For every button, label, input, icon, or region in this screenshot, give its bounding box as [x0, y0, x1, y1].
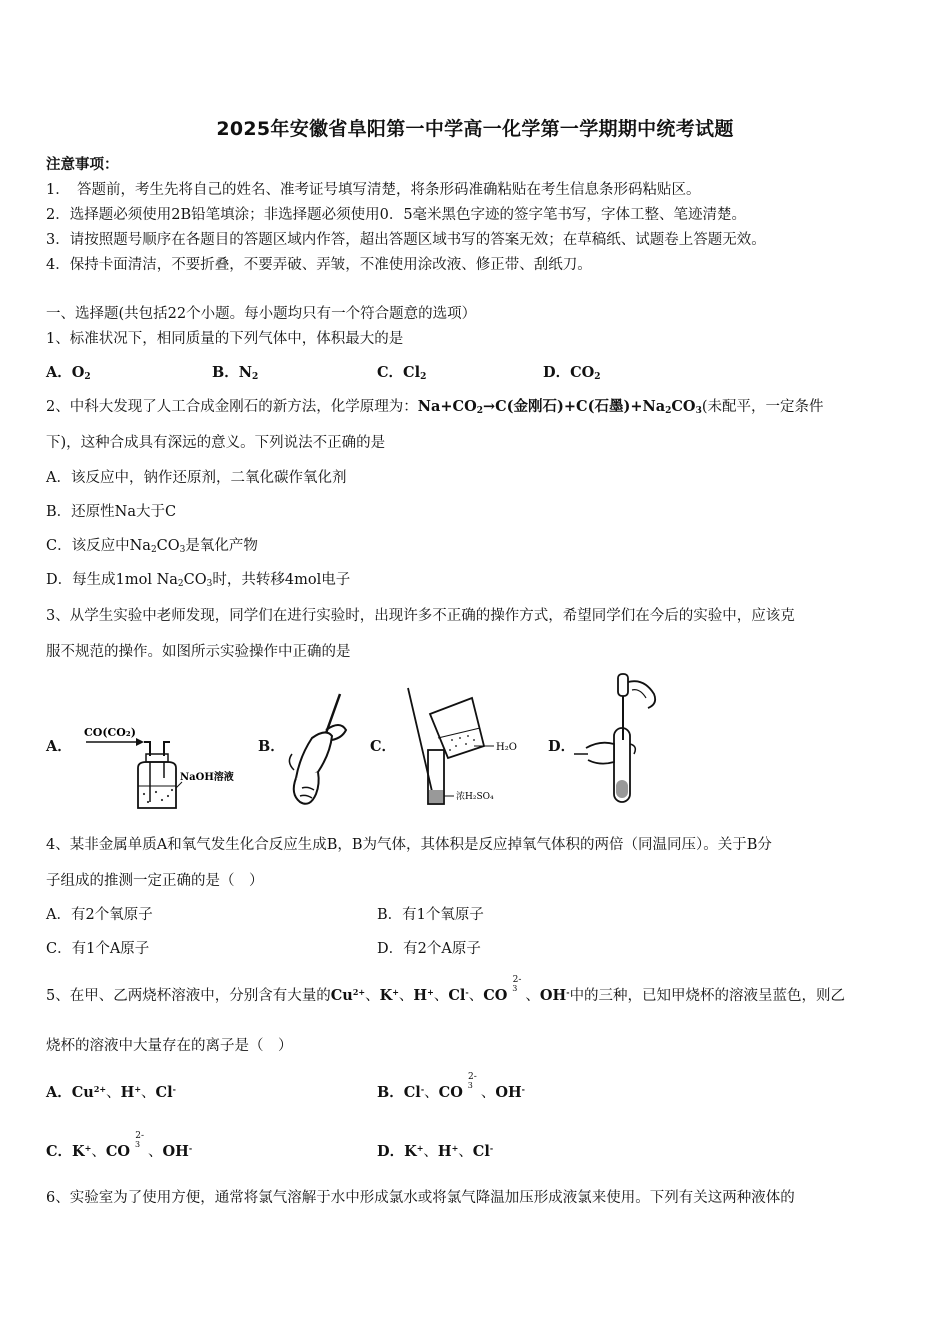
question-5-option-c: C．K+、CO 2- 3 、OH-	[46, 1131, 193, 1160]
figure-c-acid-label: 浓H₂SO₄	[456, 792, 494, 802]
question-5-option-a: A．$Cu^{2+}$、H+、Cl-	[46, 1084, 176, 1101]
notice-heading: 注意事项：	[46, 156, 119, 173]
question-2-option-d: D．每生成1mol $Na_2CO_3$时，共转移4mol电子	[46, 572, 351, 589]
figure-pipette-hand	[282, 690, 362, 812]
question-2-stem-line1: 2、中科大发现了人工合成金刚石的新方法，化学原理为：$Na+CO_2\to C$(金刚石)+C(石墨)$+Na_2CO_3$(未配平，一定条件	[46, 398, 824, 416]
question-2-option-a: A．该反应中，钠作还原剂，二氧化碳作氧化剂	[46, 470, 347, 486]
question-5-option-b: B．Cl-、CO 2- 3 、OH-	[377, 1072, 525, 1101]
question-4-stem-line2: 子组成的推测一定正确的是（ ）	[46, 873, 264, 889]
figure-c-water-label: H₂O	[496, 742, 517, 753]
page-title: 2025年安徽省阜阳第一中学高一化学第一学期期中统考试题	[216, 118, 734, 140]
notice-item-1: 1． 答题前，考生先将自己的姓名、准考证号填写清楚，将条形码准确粘贴在考生信息条形码粘贴区。	[46, 182, 701, 198]
figure-a-solution-label: NaOH溶液	[180, 772, 234, 783]
question-1-option-d: D．$CO_2$	[543, 364, 601, 382]
question-3-option-c-label: C．	[370, 738, 397, 755]
question-5-stem-line2: 烧杯的溶液中大量存在的离子是（ ）	[46, 1038, 293, 1054]
question-4-option-c: C．有1个A原子	[46, 941, 150, 957]
question-6-stem-line1: 6、实验室为了使用方便，通常将氯气溶解于水中形成氯水或将氯气降温加压形成液氯来使用。下列有关这两种液体的	[46, 1190, 795, 1206]
question-1-stem: 1、标准状况下，相同质量的下列气体中，体积最大的是	[46, 331, 404, 347]
question-4-option-b: B．有1个氧原子	[377, 907, 484, 923]
question-3-option-d-label: D．	[548, 738, 576, 755]
question-5-option-d: D．K+、H+、Cl-	[377, 1143, 494, 1160]
question-3-stem-line2: 服不规范的操作。如图所示实验操作中正确的是	[46, 644, 351, 660]
question-2-option-c: C．该反应中$Na_2CO_3$是氧化产物	[46, 538, 258, 555]
figure-gas-washing-bottle	[78, 720, 234, 812]
question-1-option-b: B．$N_2$	[212, 364, 259, 382]
figure-dilution-acid	[398, 684, 528, 812]
notice-item-4: 4．保持卡面清洁，不要折叠，不要弄破、弄皱，不准使用涂改液、修正带、刮纸刀。	[46, 257, 592, 273]
question-1-option-a: A．$O_2$	[46, 364, 91, 382]
question-3-stem-line1: 3、从学生实验中老师发现，同学们在进行实验时，出现许多不正确的操作方式，希望同学们在今后的实验中，应该克	[46, 608, 795, 624]
figure-a-gas-label: CO(CO₂)	[84, 726, 136, 739]
question-5-stem-line1: 5、在甲、乙两烧杯溶液中，分别含有大量的$Cu^{2+}$、K+、H+、Cl-、CO 2- 3 、OH-中的三种，已知甲烧杯的溶液呈蓝色，则乙	[46, 975, 846, 1004]
question-1-option-c: C．$Cl_2$	[377, 364, 427, 382]
figure-test-tube-dropper	[570, 670, 670, 812]
question-3-option-b-label: B．	[258, 738, 285, 755]
question-2-option-b: B．还原性Na大于C	[46, 504, 177, 520]
question-2-stem-line2: 下)，这种合成具有深远的意义。下列说法不正确的是	[46, 435, 386, 451]
question-3-option-a-label: A．	[46, 738, 72, 755]
question-4-option-a: A．有2个氧原子	[46, 907, 153, 923]
question-4-option-d: D．有2个A原子	[377, 941, 481, 957]
notice-item-2: 2．选择题必须使用2B铅笔填涂；非选择题必须使用0．5毫米黑色字迹的签字笔书写，字体工整、笔迹清楚。	[46, 207, 747, 223]
section-heading: 一、选择题(共包括22个小题。每小题均只有一个符合题意的选项）	[46, 306, 477, 322]
notice-item-3: 3．请按照题号顺序在各题目的答题区域内作答，超出答题区域书写的答案无效；在草稿纸、试题卷上答题无效。	[46, 232, 766, 248]
question-4-stem-line1: 4、某非金属单质A和氧气发生化合反应生成B，B为气体，其体积是反应掉氧气体积的两倍（同温同压）。关于B分	[46, 837, 772, 853]
